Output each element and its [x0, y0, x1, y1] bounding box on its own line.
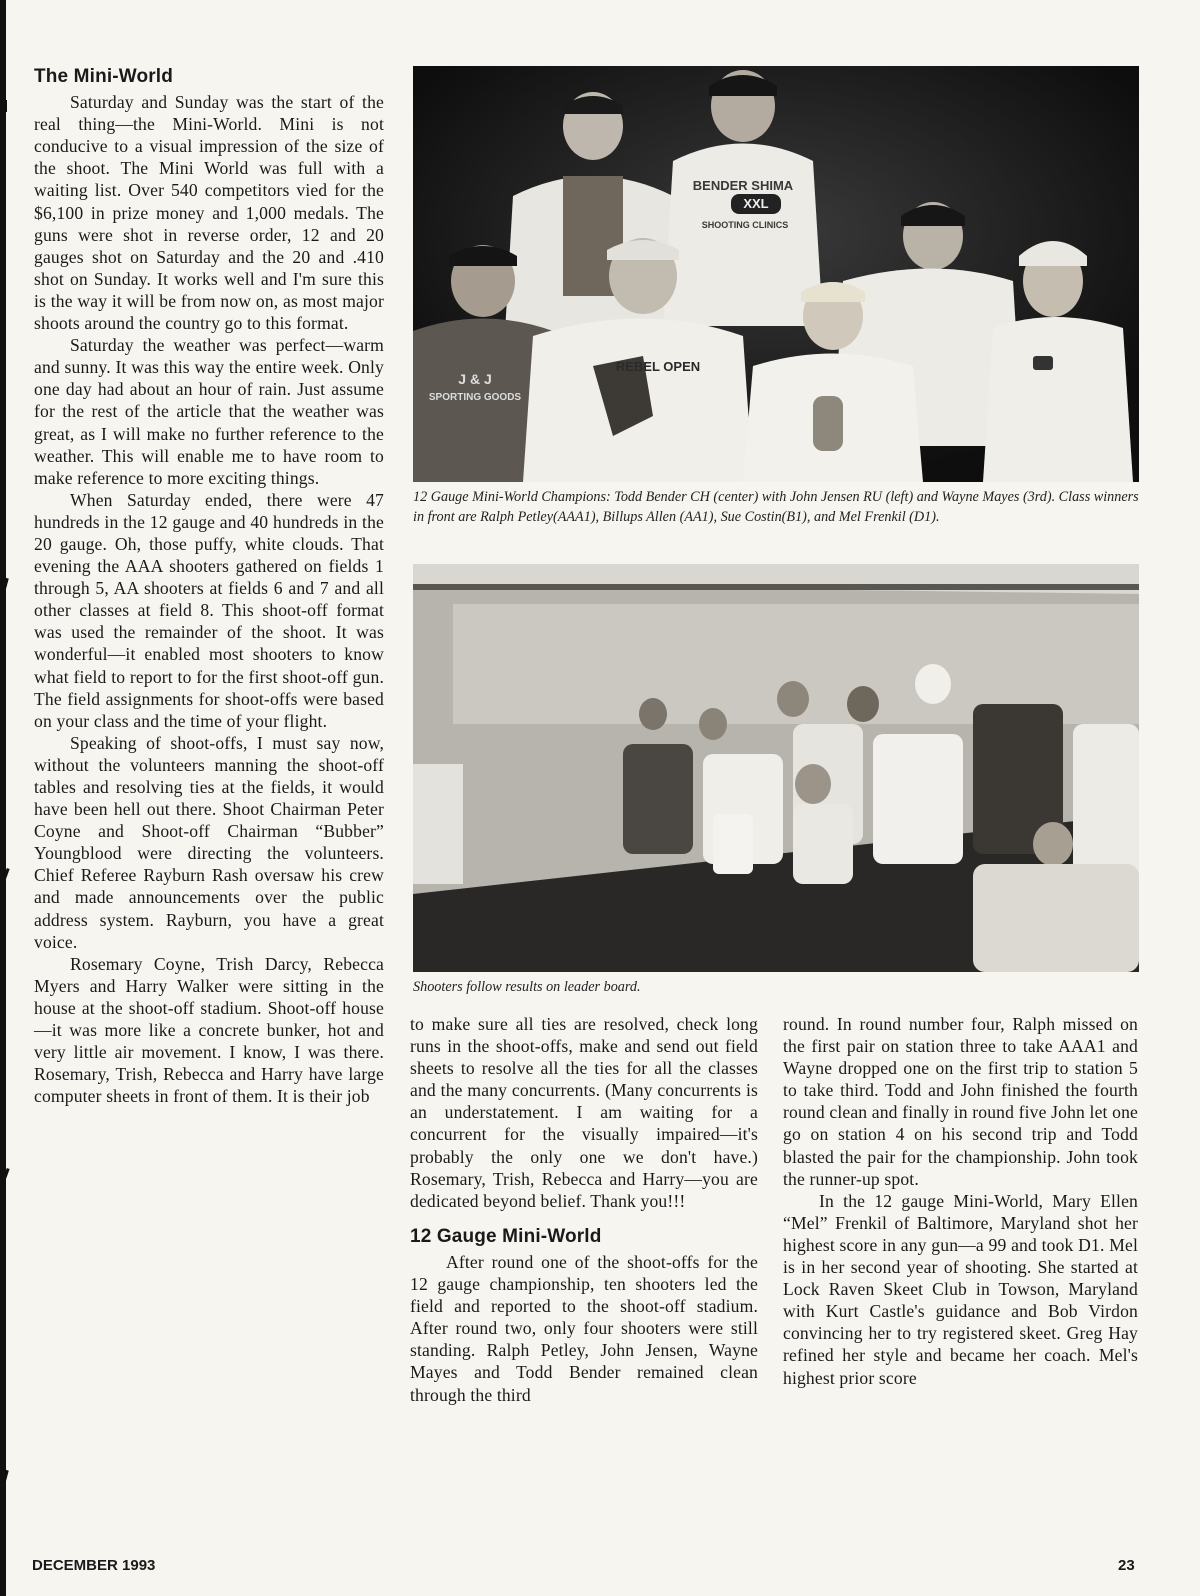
article-paragraph: In the 12 gauge Mini-World, Mary Ellen “Mel” Frenkil of Baltimore, Maryland shot her highest score in any gun—a 99 and took D1. Mel is in her second year of shooting. She started at Lock Raven Skeet Club in Towson, Maryland with Kurt Castle's guidance and Bob Virdon convincing her to try registered skeet. Greg Hay refined her style and became her coach. Mel's highest prior score [783, 1190, 1138, 1388]
photo-champions-caption: 12 Gauge Mini-World Champions: Todd Bender CH (center) with John Jensen RU (left) and Wayne Mayes (3rd). Class winners in front are Ralph Petley(AAA1), Billups Allen (AA1), Sue Costin(B1), and Mel Frenkil (D1). [413, 489, 1139, 525]
photo-crowd-caption: Shooters follow results on leader board. [413, 979, 641, 995]
article-paragraph: Saturday and Sunday was the start of the real thing—the Mini-World. Mini is not conducive to a visual impression of the size of the shoot. The Mini World was full with a waiting list. Over 540 competitors vied for the $6,100 in prize money and 1,000 medals. The guns were shot in reverse order, 12 and 20 gauges shot on Saturday and the 20 and .410 shot on Sunday. It works well and I'm sure this is the way it will be from now on, as most major shoots around the country go to this format. [34, 92, 384, 334]
article-paragraph: After round one of the shoot-offs for the 12 gauge championship, ten shooters led the field and reported to the shoot-off stadium. After round two, only four shooters were still standing. Ralph Petley, John Jensen, Wayne Mayes and Todd Bender remained clean through the third [410, 1251, 758, 1405]
article-paragraph: Saturday the weather was perfect—warm and sunny. It was this way the entire week. Only one day had about an hour of rain. Just assume for the rest of the article that the weather was great, as I will make no further reference to the weather. This will enable me to have room to make reference to more exciting things. [34, 335, 384, 488]
section-heading-12-gauge: 12 Gauge Mini-World [410, 1225, 602, 1247]
article-paragraph: Speaking of shoot-offs, I must say now, without the volunteers manning the shoot-off tables and resolving ties at the fields, it would have been hell out there. Shoot Chairman Peter Coyne and Shoot-off Chairman “Bubber” Youngblood were directing the volunteers. Chief Referee Rayburn Rash oversaw his crew and made announcements over the public address system. Rayburn, you have a great voice. [34, 732, 384, 952]
middle-column [410, 1013, 758, 1406]
photo-champions-illustration [413, 66, 1139, 482]
shirt-text: SHOOTING CLINICS [701, 220, 789, 230]
footer-page-number: 23 [1118, 1557, 1135, 1574]
margin-mark [4, 100, 7, 112]
shirt-text: SPORTING GOODS [428, 392, 522, 403]
left-column [34, 66, 384, 1107]
article-paragraph: When Saturday ended, there were 47 hundreds in the 12 gauge and 40 hundreds in the 20 gauge. Oh, those puffy, white clouds. That evening the AAA shooters gathered on fields 1 through 5, AA shooters at fields 6 and 7 and all other classes at field 8. This shoot-off format was used the remainder of the shoot. It was wonderful—it enabled most shooters to know what field to report to for the first shoot-off gun. The field assignments for shoot-offs were based on your class and the time of your flight. [34, 489, 384, 731]
photo-champions [413, 66, 1139, 482]
photo-crowd-illustration [413, 564, 1139, 972]
shirt-text: REBEL OPEN [615, 359, 701, 374]
footer-issue-date: DECEMBER 1993 [32, 1557, 156, 1574]
shirt-text: BENDER SHIMA [692, 178, 794, 193]
section-heading-mini-world: The Mini-World [34, 66, 173, 87]
right-column [783, 1013, 1138, 1389]
shirt-text: J & J [458, 371, 492, 387]
photo-leader-board-crowd [413, 564, 1139, 972]
article-paragraph: to make sure all ties are resolved, check long runs in the shoot-offs, make and send out field sheets to resolve all the ties for all the classes and the many concurrents. (Many concurrents is an understatement. I am waiting for a concurrent for the visually impaired—it's probably the only one we don't have.) Rosemary, Trish, Rebecca and Harry—you are dedicated beyond belief. Thank you!!! [410, 1014, 758, 1211]
page-binding-edge [0, 0, 6, 1596]
article-paragraph: Rosemary Coyne, Trish Darcy, Rebecca Myers and Harry Walker were sitting in the house at the shoot-off stadium. Shoot-off house—it was more like a concrete bunker, hot and very little air movement. I know, I was there. Rosemary, Trish, Rebecca and Harry have large computer sheets in front of them. It is their job [34, 953, 384, 1107]
article-paragraph: round. In round number four, Ralph missed on the first pair on station three to take AAA1 and Wayne dropped one on the first trip to station 5 to take third. Todd and John finished the fourth round clean and finally in round five John let one go on station 4 on his second trip and Todd blasted the pair for the championship. John took the runner-up spot. [783, 1014, 1138, 1189]
shirt-text: XXL [743, 196, 769, 211]
